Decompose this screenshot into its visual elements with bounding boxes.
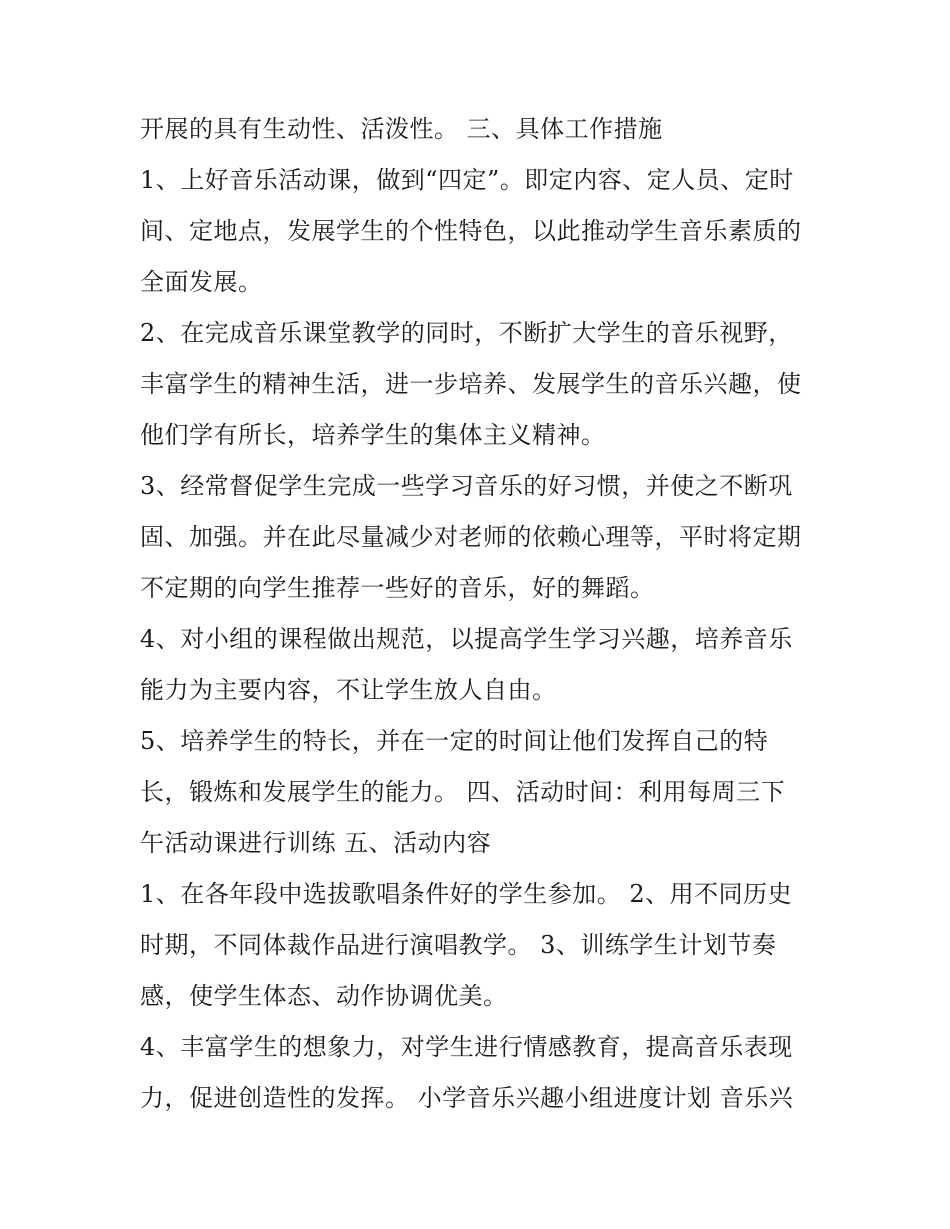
- text-line: 1、上好音乐活动课，做到“四定”。即定内容、定人员、定时: [140, 166, 794, 194]
- text-line: 全面发展。: [140, 268, 263, 296]
- text-line: 间、定地点，发展学生的个性特色，以此推动学生音乐素质的: [140, 217, 802, 245]
- text-line: 长，锻炼和发展学生的能力。 四、活动时间：利用每周三下: [140, 778, 786, 806]
- text-line: 感，使学生体态、动作协调优美。: [140, 982, 508, 1010]
- text-line: 2、在完成音乐课堂教学的同时，不断扩大学生的音乐视野，: [140, 319, 793, 347]
- text-line: 力，促进创造性的发挥。 小学音乐兴趣小组进度计划 音乐兴: [140, 1084, 794, 1112]
- text-line: 时期，不同体裁作品进行演唱教学。 3、训练学生计划节奏: [140, 931, 777, 959]
- text-line: 4、丰富学生的想象力，对学生进行情感教育，提高音乐表现: [140, 1033, 793, 1061]
- text-line: 4、对小组的课程做出规范，以提高学生学习兴趣，培养音乐: [140, 625, 793, 653]
- text-line: 开展的具有生动性、活泼性。 三、具体工作措施: [140, 115, 663, 143]
- text-line: 1、在各年段中选拔歌唱条件好的学生参加。 2、用不同历史: [140, 880, 793, 908]
- text-line: 不定期的向学生推荐一些好的音乐，好的舞蹈。: [140, 574, 655, 602]
- text-line: 能力为主要内容，不让学生放人自由。: [140, 676, 557, 704]
- text-line: 5、培养学生的特长，并在一定的时间让他们发挥自己的特: [140, 727, 769, 755]
- text-line: 丰富学生的精神生活，进一步培养、发展学生的音乐兴趣，使: [140, 370, 802, 398]
- text-line: 3、经常督促学生完成一些学习音乐的好习惯，并使之不断巩: [140, 472, 793, 500]
- text-line: 他们学有所长，培养学生的集体主义精神。: [140, 421, 606, 449]
- text-line: 午活动课进行训练 五、活动内容: [140, 829, 492, 857]
- text-line: 固、加强。并在此尽量减少对老师的依赖心理等，平时将定期: [140, 523, 802, 551]
